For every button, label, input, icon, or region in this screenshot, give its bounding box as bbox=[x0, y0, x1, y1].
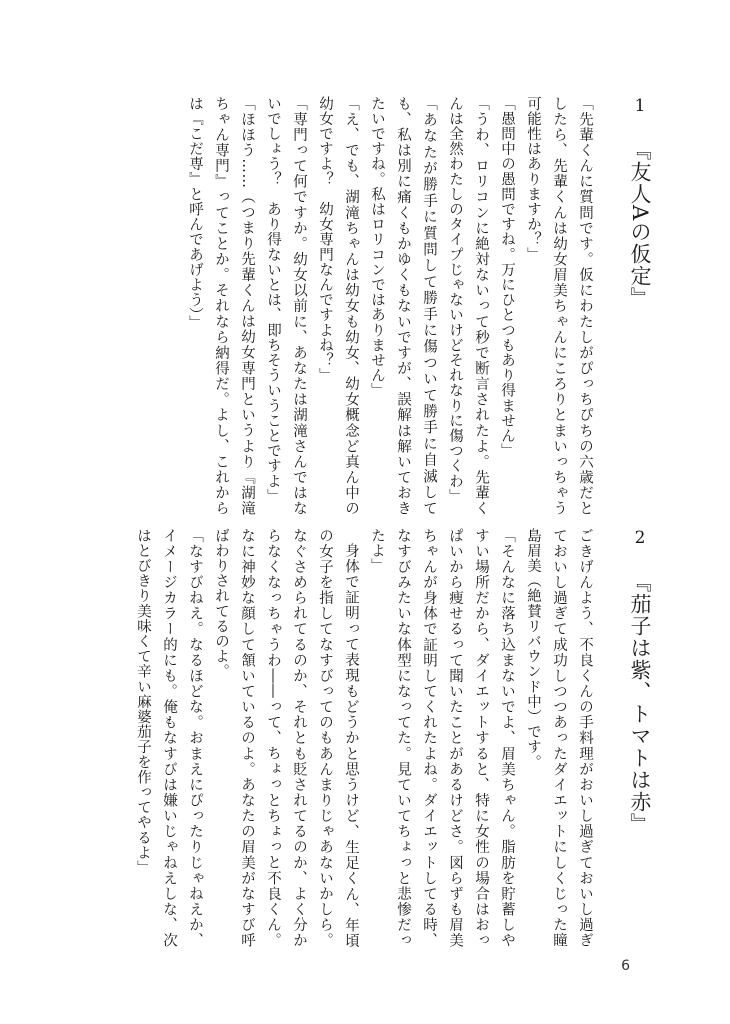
section-number: 1 bbox=[630, 96, 650, 117]
section-heading bbox=[620, 528, 660, 948]
page-number: 6 bbox=[621, 958, 630, 974]
section-title: 『茄子は紫、トマトは赤』 bbox=[628, 571, 652, 835]
paragraph: 「え、でも、湖滝ちゃんは幼女も幼女、幼女概念ど真ん中の幼女ですよ？ 幼女専門なんですよね？」 bbox=[317, 96, 359, 516]
paragraph: 「あなたが勝手に質問して勝手に傷ついて勝手に自滅しても、私は別に痛くもかゆくもないですが、誤解は解いておきたいですね。私はロリコンではありません」 bbox=[369, 96, 437, 516]
paragraph: 「ほほう……（つまり先輩くんは幼女専門というより『湖滝ちゃん専門』ってことか。それなら納得だ。よし、これからは『こだ専』と呼んであげよう）」 bbox=[187, 96, 255, 516]
paragraph: ごきげんよう、不良くんの手料理がおいし過ぎておいし過ぎておいし過ぎて成功しつつあったダイエットにしくじった瞳島眉美（絶賛リバウンド中）です。 bbox=[525, 528, 593, 948]
section-title: 『友人Aの仮定』 bbox=[628, 139, 652, 310]
paragraph: 「うわ、ロリコンに絶対ないって秒で断言されたよ。先輩くんは全然わたしのタイプじゃないけどそれなりに傷つくわ」 bbox=[447, 96, 489, 516]
section-number: 2 bbox=[630, 528, 650, 549]
section-1 bbox=[50, 96, 660, 516]
paragraph: 「そんなに落ち込まないでよ、眉美ちゃん。脂肪を貯蓄しやすい場所だから、ダイエットすると、特に女性の場合はおっぱいから痩せるって聞いたことがあるけどさ。図らずも眉美ちゃんが身体で証明してくれたよね。ダイエットしてる時、なすびみたいな体型になってた。見ていてちょっと悲惨だったよ」 bbox=[369, 528, 515, 948]
paragraph: 「愚問中の愚問ですね。万にひとつもあり得ません」 bbox=[499, 96, 515, 459]
paragraph: 「先輩くんに質問です。仮にわたしがぴっちぴちの六歳だとしたら、先輩くんは幼女眉美ちゃんにころりとまいっちゃう可能性はありますか？」 bbox=[525, 96, 593, 516]
paragraph: 「専門って何ですか。幼女以前に、あなたは湖滝さんではないでしょう？ あり得ないとは、即ちそういうことですよ」 bbox=[265, 96, 307, 516]
section-2 bbox=[50, 528, 660, 948]
paragraph: 身体で証明って表現もどうかと思うけど、生足くん、年頃の女子を指してなすびってのもあんまりじゃあないかしら。なぐさめられてるのか、それとも貶されてるのか、よく分からなくなっちゃうわ――って、ちょっとちょっと不良くん。なに神妙な顔して頷いているのよ。あなたの眉美がなすび呼ばわりされてるのよ。 bbox=[213, 528, 359, 948]
paragraph: 「なすびねえ。なるほどな。おまえにぴったりじゃねえか、イメージカラー的にも。俺もなすびは嫌いじゃねえしな、次はとびきり美味くて辛い麻婆茄子を作ってやるよ」 bbox=[135, 528, 203, 948]
section-heading bbox=[620, 96, 660, 516]
